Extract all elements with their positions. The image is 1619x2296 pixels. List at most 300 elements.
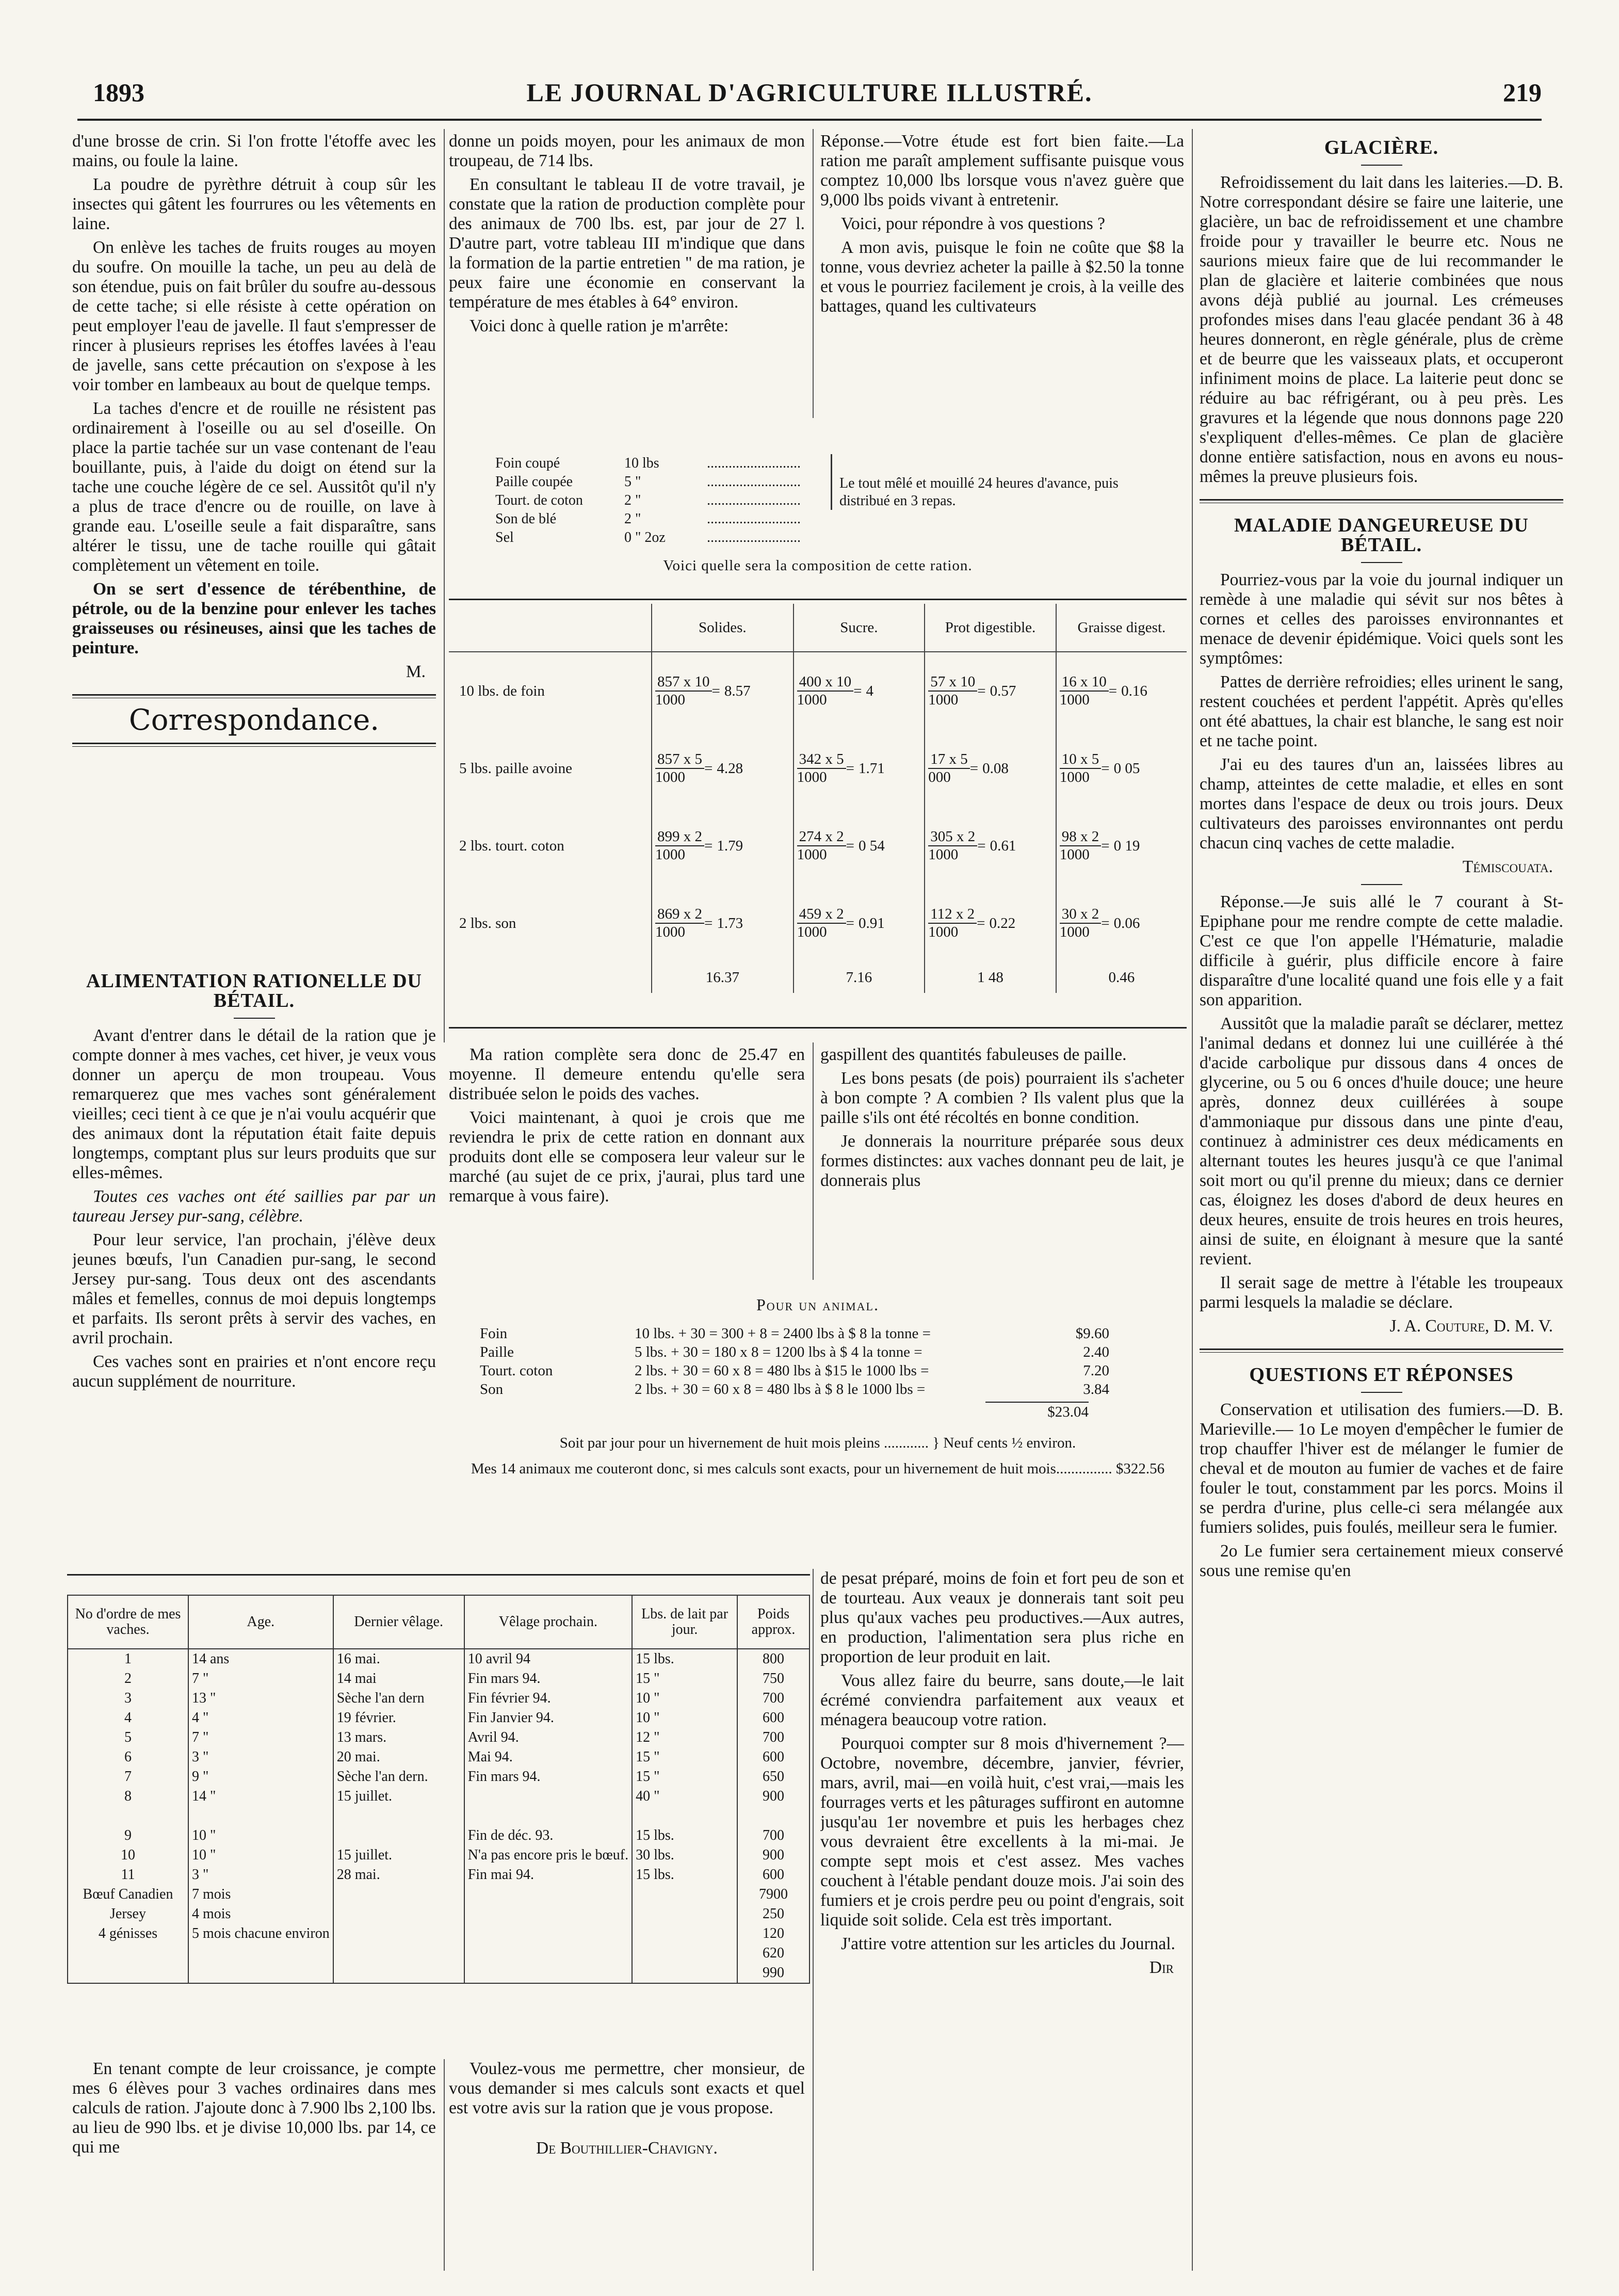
fraction-cell: $\frac{342 x 5}{1000}$ = 1.71 (794, 730, 925, 807)
table-header: Poids approx. (737, 1595, 810, 1649)
table-header: Lbs. de lait par jour. (632, 1595, 737, 1649)
table-cell: 750 (737, 1669, 810, 1689)
column-3-bottom (820, 1569, 1184, 2276)
table-cell: 600 (737, 1747, 810, 1767)
paragraph: Il serait sage de mettre à l'étable les troupeaux parmi lesquels la maladie se déclare. (1200, 1273, 1563, 1312)
leader-dots: .......................... (707, 529, 801, 545)
cost-value: $9.60 (1075, 1325, 1109, 1342)
feed-qty: 5 " (624, 474, 641, 490)
column-2-middle (449, 1045, 805, 1282)
table-header: Solides. (652, 604, 794, 652)
table-cell: 28 mai. (333, 1865, 464, 1885)
table-row (68, 1924, 810, 1944)
table-cell: Mai 94. (464, 1747, 632, 1767)
table-cell: 4 génisses (68, 1924, 188, 1944)
column-rule (813, 129, 814, 418)
table-row (68, 1885, 810, 1904)
numerator: 342 x 5 (797, 751, 846, 769)
row-label: 2 lbs. son (459, 914, 516, 932)
table-cell: Fin mars 94. (464, 1767, 632, 1787)
paragraph: Ma ration complète sera donc de 25.47 en moyenne. Il demeure entendu qu'elle sera distribuée selon le poids des vaches. (449, 1045, 805, 1103)
table-header: No d'ordre de mes vaches. (68, 1595, 188, 1649)
table-cell: 700 (737, 1728, 810, 1747)
table-cell: 10 " (188, 1845, 333, 1865)
numerator: 305 x 2 (928, 828, 977, 846)
table-cell: 5 (68, 1728, 188, 1747)
fraction-result: 0 05 (1113, 760, 1140, 777)
section-divider (1200, 499, 1563, 503)
table-cell: 15 " (632, 1767, 737, 1787)
feed-row (495, 528, 1166, 547)
cost-row (449, 1343, 1187, 1361)
numerator: 112 x 2 (928, 906, 977, 924)
denominator: 000 (928, 769, 951, 785)
denominator: 1000 (1059, 692, 1090, 708)
table-cell: 16 mai. (333, 1649, 464, 1669)
cost-item: Son (480, 1381, 504, 1398)
numerator: 57 x 10 (928, 673, 977, 692)
table-cell: Jersey (68, 1904, 188, 1924)
table-row (68, 1806, 810, 1826)
denominator: 1000 (928, 846, 959, 863)
table-header: Prot digestible. (925, 604, 1056, 652)
table-cell (464, 1963, 632, 1983)
signature: J. A. Couture, D. M. V. (1389, 1316, 1553, 1336)
table-cell: 14 ans (188, 1649, 333, 1669)
table-header: Dernier vêlage. (333, 1595, 464, 1649)
table-cell: 4 mois (188, 1904, 333, 1924)
table-cell: 15 lbs. (632, 1865, 737, 1885)
feed-qty: 2 " (624, 511, 641, 527)
header-title: LE JOURNAL D'AGRICULTURE ILLUSTRÉ. (526, 78, 1093, 107)
paragraph: La taches d'encre et de rouille ne résistent pas ordinairement à l'oseille ou au sel d'oseille. On place la partie tachée sur un vase contenant de l'eau bouillante, puis, à l'aide du doigt on étend sur la tache une couche légère de ce sel. Aussitôt qu'il n'y a plus de trace d'encre ou de rouille, on lave à grande eau. L'oseille seule a fait disparaître, sans altérer le tissu, une de tache rouille qui gâtait complètement un vêtement en toile. (72, 399, 436, 575)
table-cell (188, 1806, 333, 1826)
column-1-article (72, 965, 436, 1564)
paragraph: de pesat préparé, moins de foin et fort peu de son et de tourteau. Aux veaux je donnerais tant soit peu plus qu'aux vaches peu productives.—Aux autres, en production, l'alimentation sera plus riche en proportion de leur produit en lait. (820, 1569, 1184, 1666)
feed-name: Sel (495, 529, 514, 545)
table-cell: 10 " (632, 1708, 737, 1728)
short-rule (1361, 884, 1402, 885)
table-cell: 15 lbs. (632, 1649, 737, 1669)
denominator: 1000 (1059, 924, 1090, 940)
table-cell: 900 (737, 1787, 810, 1806)
animal-cost-box (449, 1295, 1187, 1478)
table-cell: 600 (737, 1708, 810, 1728)
feed-name: Foin coupé (495, 455, 560, 471)
total-cell: 7.16 (794, 962, 925, 993)
fraction-result: 1.71 (858, 760, 885, 777)
table-row (68, 1865, 810, 1885)
fraction-result: 0.06 (1113, 914, 1140, 932)
table-cell (632, 1806, 737, 1826)
table-row (68, 1963, 810, 1983)
feed-qty: 2 " (624, 492, 641, 508)
column-rule (444, 129, 445, 1042)
paragraph: J'ai eu des taures d'un an, laissées libres au champ, atteintes de cette maladie, et elles en sont mortes dans l'espace de deux ou trois jours. Deux cultivateurs des paroisses environnantes ont perdu chacun cinq vaches de cette maladie. (1200, 755, 1563, 853)
table-cell (632, 1963, 737, 1983)
table-cell: Fin février 94. (464, 1689, 632, 1708)
table-rule (449, 1027, 1187, 1029)
fraction-result: 0.22 (989, 914, 1016, 932)
paragraph: En tenant compte de leur croissance, je compte mes 6 élèves pour 3 vaches ordinaires dans mes calculs de ration. J'ajoute donc à 7.900 lbs 2,100 lbs. au lieu de 990 lbs. et je divise 10,000 lbs. par 14, ce qui me (72, 2059, 436, 2157)
column-1-bottom (72, 2059, 436, 2271)
cost-note: Soit par jour pour un hivernement de huit mois pleins ............ } Neuf cents ½ environ. (559, 1435, 1076, 1451)
paragraph: Avant d'entrer dans le détail de la ration que je compte donner à mes vaches, cet hiver, je veux vous donner un aperçu de mon troupeau. Vous remarquerez que mes vaches sont généralement vieilles; ceci tient à ce que je n'ai voulu acquérir que des animaux dont la réputation était faite depuis longtemps, comptant plus sur leurs produits que sur elles-mêmes. (72, 1026, 436, 1182)
table-cell (333, 1963, 464, 1983)
paragraph: Vous allez faire du beurre, sans doute,—le lait écrémé conviendra parfaitement aux veaux et ménagera beaucoup votre ration. (820, 1671, 1184, 1729)
paragraph: Réponse.—Votre étude est fort bien faite.—La ration me paraît amplement suffisante puisque vous comptez 10,000 lbs lorsque vous n'avez guère que 9,000 lbs poids vivant à entretenir. (820, 132, 1184, 210)
paragraph: Conservation et utilisation des fumiers.—D. B. Marieville.— 1o Le moyen d'empêcher le fumier de trop chauffer l'hiver est de mélanger le fumier de cheval et de mouton au fumier de vaches et de faire fouler le tout, constamment par les porcs. Moins il se perdra d'urine, plus celle-ci sera mélangée aux fumiers solides, puis foulés, meilleur sera le fumier. (1200, 1400, 1563, 1537)
table-cell: 15 lbs. (632, 1826, 737, 1845)
signature: Dir (1149, 1958, 1174, 1977)
table-cell: 11 (68, 1865, 188, 1885)
fraction-result: 0.57 (990, 682, 1016, 699)
signature: De Bouthillier-Chavigny. (536, 2139, 718, 2158)
column-2-top (449, 132, 805, 421)
leader-dots: .......................... (707, 474, 801, 490)
table-cell: 8 (68, 1787, 188, 1806)
table-cell: 120 (737, 1924, 810, 1944)
paragraph: Voulez-vous me permettre, cher monsieur, de vous demander si mes calculs sont exacts et quel est votre avis sur la ration que je vous propose. (449, 2059, 805, 2117)
paragraph: Aussitôt que la maladie paraît se déclarer, mettez l'animal dedans et donnez lui une cuillérée à thé d'acide carbolique pur dissous dans 4 onces de glycerine, ou 5 ou 6 onces d'huile douce; une heure après, donnez deux cuillérées à soupe d'ammoniaque pur dissous dans une pinte d'eau, continuez à administrer ces deux médicaments en alternant toutes les heures jusqu'à ce que l'animal soit mort ou qu'il prenne du mieux; dans ce dernier cas, éloignez les doses d'abord de deux heures en deux heures, ensuite de trois heures en trois heures, ainsi de suite, en éloignant à mesure que la santé revient. (1200, 1014, 1563, 1269)
paragraph: Toutes ces vaches ont été saillies par par un taureau Jersey pur-sang, célèbre. (72, 1187, 436, 1226)
table-cell: Fin Janvier 94. (464, 1708, 632, 1728)
table-row (68, 1826, 810, 1845)
table-cell: 30 lbs. (632, 1845, 737, 1865)
table-cell: 1 (68, 1649, 188, 1669)
numerator: 30 x 2 (1060, 906, 1102, 924)
short-rule (234, 1018, 275, 1019)
table-cell: 13 " (188, 1689, 333, 1708)
paragraph: donne un poids moyen, pour les animaux de mon troupeau, de 714 lbs. (449, 132, 805, 170)
table-cell: 7 (68, 1767, 188, 1787)
signature: M. (406, 662, 426, 681)
fraction-result: 0.16 (1121, 682, 1147, 699)
table-cell: 4 " (188, 1708, 333, 1728)
fraction-cell: $\frac{17 x 5}{000}$ = 0.08 (925, 730, 1056, 807)
table-cell: 7 " (188, 1728, 333, 1747)
header-rule (77, 119, 1542, 121)
paragraph: J'attire votre attention sur les articles du Journal. (841, 1934, 1175, 1953)
table-cell (188, 1963, 333, 1983)
paragraph: Ces vaches sont en prairies et n'ont encore reçu aucun supplément de nourriture. (72, 1352, 436, 1391)
column-2-bottom (449, 2059, 805, 2271)
numerator: 98 x 2 (1060, 828, 1102, 846)
denominator: 1000 (797, 924, 827, 940)
leader-dots: .......................... (707, 455, 801, 471)
table-cell (632, 1885, 737, 1904)
paragraph: Voici donc à quelle ration je m'arrête: (469, 316, 729, 335)
row-label: 2 lbs. tourt. coton (459, 837, 564, 854)
fraction-result: 8.57 (724, 682, 751, 699)
fraction-cell: $\frac{98 x 2}{1000}$ = 0 19 (1056, 807, 1187, 885)
denominator: 1000 (655, 846, 685, 863)
table-header: Age. (188, 1595, 333, 1649)
column-1-top (72, 132, 436, 864)
section-title: GLACIÈRE. (1324, 137, 1439, 158)
table-cell (632, 1904, 737, 1924)
header-page-number: 219 (1503, 78, 1542, 107)
table-row (68, 1669, 810, 1689)
composition-totals-row (449, 962, 1187, 993)
table-header: Graisse digest. (1056, 604, 1187, 652)
table-header (449, 604, 652, 652)
table-cell (68, 1944, 188, 1963)
denominator: 1000 (655, 924, 685, 940)
table-cell (333, 1944, 464, 1963)
fraction-result: 0 19 (1113, 837, 1140, 854)
numerator: 899 x 2 (655, 828, 704, 846)
table-header-row (68, 1595, 810, 1649)
composition-row (449, 807, 1187, 885)
denominator: 1000 (928, 692, 959, 708)
section-title: Correspondance. (128, 703, 380, 737)
numerator: 459 x 2 (797, 906, 846, 924)
row-label: 10 lbs. de foin (459, 682, 545, 699)
table-cell: 600 (737, 1865, 810, 1885)
cost-calc: 2 lbs. + 30 = 60 x 8 = 480 lbs à $15 le 1000 lbs = (635, 1362, 929, 1379)
column-3-middle (820, 1045, 1184, 1282)
table-cell: 3 " (188, 1865, 333, 1885)
section-divider (72, 743, 436, 747)
table-cell: 650 (737, 1767, 810, 1787)
table-cell: 10 avril 94 (464, 1649, 632, 1669)
paragraph: Pourriez-vous par la voie du journal indiquer un remède à une maladie qui sévit sur nos bêtes à cornes et celles des paroisses environnantes et menace de devenir épidémique. Voici quels sont les symptômes: (1200, 570, 1563, 668)
table-cell: 7900 (737, 1885, 810, 1904)
feed-row (495, 510, 1166, 528)
table-cell: Bœuf Canadien (68, 1885, 188, 1904)
cost-calc: 2 lbs. + 30 = 60 x 8 = 480 lbs à $ 8 le 1000 lbs = (635, 1381, 926, 1398)
fraction-result: 4 (866, 682, 873, 699)
numerator: 16 x 10 (1060, 673, 1109, 692)
table-cell: Avril 94. (464, 1728, 632, 1747)
table-cell: 14 " (188, 1787, 333, 1806)
paragraph: En consultant le tableau II de votre travail, je constate que la ration de production complète pour des animaux de 700 lbs. est, par jour de 27 l. D'autre part, votre tableau III m'indique que dans la formation de la partie entretien " de ma ration, je peux faire une économie en conservant la température de mes étables à 64° environ. (449, 175, 805, 312)
table-cell: 800 (737, 1649, 810, 1669)
paragraph: d'une brosse de crin. Si l'on frotte l'étoffe avec les mains, ou foule la laine. (72, 132, 436, 170)
fraction-cell: $\frac{400 x 10}{1000}$ = 4 (794, 652, 925, 730)
table-row (68, 1767, 810, 1787)
table-cell: 10 " (632, 1689, 737, 1708)
table-header: Sucre. (794, 604, 925, 652)
table-cell: 5 mois chacune environ (188, 1924, 333, 1944)
herd-table (67, 1595, 810, 1984)
section-title: QUESTIONS ET RÉPONSES (1249, 1364, 1514, 1386)
table-row (68, 1845, 810, 1865)
paragraph: Voici maintenant, à quoi je crois que me reviendra le prix de cette ration en donnant aux produits dont elle se composera leur valeur sur le marché (au sujet de ce prix, j'aurai, plus tard une remarque à vous faire). (449, 1108, 805, 1206)
paragraph: Réponse.—Je suis allé le 7 courant à St-Epiphane pour me rendre compte de cette maladie. C'est ce que l'on appelle l'Hématurie, maladie difficile à guérir, plus difficile encore à faire disparaître d'une localité quand une fois elle y a fait son apparition. (1200, 892, 1563, 1009)
composition-row (449, 885, 1187, 962)
column-rule (444, 2059, 445, 2271)
table-cell: 7 " (188, 1669, 333, 1689)
denominator: 1000 (1059, 846, 1090, 863)
table-cell: 700 (737, 1689, 810, 1708)
table-header: Vêlage prochain. (464, 1595, 632, 1649)
fraction-result: 0 54 (858, 837, 885, 854)
ration-caption: Voici quelle sera la composition de cette ration. (663, 557, 973, 574)
numerator: 17 x 5 (928, 751, 970, 769)
cost-row (449, 1361, 1187, 1380)
table-rule (67, 1574, 810, 1576)
fraction-cell: $\frac{305 x 2}{1000}$ = 0.61 (925, 807, 1056, 885)
column-rule (813, 1042, 814, 1280)
composition-row (449, 652, 1187, 730)
fraction-result: 4.28 (717, 760, 743, 777)
feed-name: Son de blé (495, 511, 557, 527)
table-cell (464, 1944, 632, 1963)
table-cell: 250 (737, 1904, 810, 1924)
paragraph: 2o Le fumier sera certainement mieux conservé sous une remise qu'en (1200, 1542, 1563, 1580)
column-3-top (820, 132, 1184, 421)
feed-qty: 10 lbs (624, 455, 659, 471)
table-cell (464, 1787, 632, 1806)
animal-cost-title: Pour un animal. (756, 1295, 879, 1314)
cost-row (449, 1380, 1187, 1399)
table-cell (68, 1806, 188, 1826)
denominator: 1000 (655, 692, 685, 708)
table-cell (632, 1924, 737, 1944)
paragraph: A mon avis, puisque le foin ne coûte que $8 la tonne, vous devriez acheter la paille à $2.50 la tonne et vous le pourriez facilement je crois, à la veille des battages, quand les cultivateurs (820, 238, 1184, 316)
cost-total: $23.04 (985, 1402, 1089, 1421)
denominator: 1000 (797, 769, 827, 785)
table-cell: 4 (68, 1708, 188, 1728)
table-cell: 15 juillet. (333, 1787, 464, 1806)
denominator: 1000 (797, 692, 827, 708)
fraction-cell: $\frac{869 x 2}{1000}$ = 1.73 (652, 885, 794, 962)
cost-note: Mes 14 animaux me couteront donc, si mes calculs sont exacts, pour un hivernement de huit mois............... $322.56 (471, 1460, 1165, 1477)
paragraph: La poudre de pyrèthre détruit à coup sûr les insectes qui gâtent les fourrures ou les vêtements en laine. (72, 175, 436, 233)
column-rule (813, 1569, 814, 2271)
cost-calc: 10 lbs. + 30 = 300 + 8 = 2400 lbs à $ 8 la tonne = (635, 1325, 931, 1342)
table-cell: 15 juillet. (333, 1845, 464, 1865)
paragraph: Pour leur service, l'an prochain, j'élève deux jeunes bœufs, l'un Canadien pur-sang, le second Jersey pur-sang. Tous deux ont des ascendants mâles et femelles, connus de moi depuis longtemps et parfaits. Ils seront prêts à servir des vaches, en avril prochain. (72, 1230, 436, 1347)
table-row (68, 1787, 810, 1806)
paragraph: On se sert d'essence de térébenthine, de pétrole, ou de la benzine pour enlever les taches graisseuses ou résineuses, ainsi que les taches de peinture. (72, 580, 436, 657)
paragraph: Je donnerais la nourriture préparée sous deux formes distinctes: aux vaches donnant peu de lait, je donnerais plus (820, 1132, 1184, 1190)
fraction-result: 0.91 (858, 914, 885, 932)
total-cell: 1 48 (925, 962, 1056, 993)
feed-qty: 0 " 2oz (624, 529, 666, 545)
fraction-result: 1.79 (717, 837, 743, 854)
denominator: 1000 (1059, 769, 1090, 785)
table-cell: 7 mois (188, 1885, 333, 1904)
article-title: ALIMENTATION RATIONELLE DU BÉTAIL. (86, 970, 422, 1011)
table-row (68, 1944, 810, 1963)
table-cell (737, 1806, 810, 1826)
table-cell: 3 " (188, 1747, 333, 1767)
row-label: 5 lbs. paille avoine (459, 760, 573, 777)
paragraph: Refroidissement du lait dans les laiteries.—D. B. Notre correspondant désire se faire une laiterie, une glacière, un bac de refroidissement et une chambre froide pour y travailler le beurre etc. Nous ne saurions mieux faire que de lui recommander le plan de glacière et laiterie combinées que nous avons déjà publié au journal. Les crémeuses profondes mises dans l'eau glacée pendant 36 à 48 heures donneront, en règle générale, plus de crème et de beurre que les vaisseaux plats, et occuperont infiniment moins de place. La laiterie peut donc se réduire au bac réfrigérant, ou à peu près. Les gravures et la légende que nous donnons page 220 s'expliquent d'elles-mêmes. Ce plan de glacière donne entière satisfaction, nous en avons eu nous-mêmes la preuve plusieurs fois. (1200, 173, 1563, 486)
table-cell: 12 " (632, 1728, 737, 1747)
leader-dots: .......................... (707, 511, 801, 527)
fraction-cell: $\frac{459 x 2}{1000}$ = 0.91 (794, 885, 925, 962)
paragraph: Les bons pesats (de pois) pourraient ils s'acheter à bon compte ? A combien ? Ils valent plus que la paille s'ils ont été récoltés en bonne condition. (820, 1069, 1184, 1127)
table-cell: 10 (68, 1845, 188, 1865)
table-cell (632, 1944, 737, 1963)
table-cell (333, 1904, 464, 1924)
table-cell: 14 mai (333, 1669, 464, 1689)
section-divider (1200, 1348, 1563, 1353)
denominator: 1000 (797, 846, 827, 863)
cost-calc: 5 lbs. + 30 = 180 x 8 = 1200 lbs à $ 4 la tonne = (635, 1344, 922, 1360)
cost-value: 7.20 (1083, 1362, 1109, 1379)
table-cell: 40 " (632, 1787, 737, 1806)
total-cell: 16.37 (652, 962, 794, 993)
cost-row (449, 1324, 1187, 1343)
paragraph: Pourquoi compter sur 8 mois d'hivernement ?—Octobre, novembre, décembre, janvier, février, mars, avril, mai—en voilà huit, c'est vrai,—mais les fourrages verts et les pâturages suffiront en automne jusqu'au 1er novembre et puis les herbages chez vous devraient être excellents à la mi-mai. Je compte sept mois et c'est assez. Mes vaches couchent à l'étable pendant douze mois. J'ai soin des fumiers et je crois perdre peu ou point d'engrais, soit liquide soit solide. Cela est très important. (820, 1734, 1184, 1930)
numerator: 857 x 5 (655, 751, 704, 769)
table-cell: Fin mars 94. (464, 1669, 632, 1689)
row-label (449, 962, 652, 993)
feed-name: Tourt. de coton (495, 492, 583, 508)
fraction-result: 0.08 (982, 760, 1009, 777)
table-row (68, 1747, 810, 1767)
table-rule (449, 599, 1187, 600)
paragraph: Voici, pour répondre à vos questions ? (841, 214, 1106, 233)
fraction-cell: $\frac{274 x 2}{1000}$ = 0 54 (794, 807, 925, 885)
table-cell: 9 " (188, 1767, 333, 1787)
table-cell (333, 1826, 464, 1845)
table-cell (333, 1885, 464, 1904)
short-rule (1361, 165, 1402, 166)
table-row (68, 1728, 810, 1747)
fraction-cell: $\frac{112 x 2}{1000}$ = 0.22 (925, 885, 1056, 962)
table-row (68, 1904, 810, 1924)
numerator: 869 x 2 (655, 906, 704, 924)
table-cell: 620 (737, 1944, 810, 1963)
table-cell (464, 1885, 632, 1904)
table-cell (464, 1924, 632, 1944)
fraction-cell: $\frac{30 x 2}{1000}$ = 0.06 (1056, 885, 1187, 962)
numerator: 400 x 10 (797, 673, 854, 692)
paragraph: Pattes de derrière refroidies; elles urinent le sang, restent couchées et perdent l'appétit. Après qu'elles ont été abattues, la chair est blanche, le sang est noir et ne tache point. (1200, 672, 1563, 750)
table-cell: 10 " (188, 1826, 333, 1845)
column-rule (1192, 129, 1193, 2271)
table-row (68, 1708, 810, 1728)
paragraph: gaspillent des quantités fabuleuses de paille. (820, 1045, 1127, 1064)
table-cell: 2 (68, 1669, 188, 1689)
ration-brace-note: Le tout mêlé et mouillé 24 heures d'avance, puis distribué en 3 repas. (831, 454, 1149, 510)
table-cell: 9 (68, 1826, 188, 1845)
feed-name: Paille coupée (495, 474, 573, 490)
table-cell (464, 1904, 632, 1924)
composition-row (449, 730, 1187, 807)
fraction-cell: $\frac{16 x 10}{1000}$ = 0.16 (1056, 652, 1187, 730)
table-cell: 15 " (632, 1747, 737, 1767)
numerator: 274 x 2 (797, 828, 846, 846)
fraction-cell: $\frac{57 x 10}{1000}$ = 0.57 (925, 652, 1056, 730)
section-divider (72, 694, 436, 698)
table-cell (68, 1963, 188, 1983)
fraction-cell: $\frac{10 x 5}{1000}$ = 0 05 (1056, 730, 1187, 807)
table-cell: 700 (737, 1826, 810, 1845)
table-cell: N'a pas encore pris le bœuf. (464, 1845, 632, 1865)
table-cell: 15 " (632, 1669, 737, 1689)
denominator: 1000 (928, 924, 959, 940)
cost-item: Paille (480, 1344, 514, 1360)
table-row (68, 1689, 810, 1708)
table-cell (188, 1944, 333, 1963)
cost-value: 3.84 (1083, 1381, 1109, 1398)
table-header-row (449, 604, 1187, 652)
composition-table (449, 604, 1187, 993)
cost-item: Tourt. coton (480, 1362, 553, 1379)
table-cell (464, 1806, 632, 1826)
total-cell: 0.46 (1056, 962, 1187, 993)
table-cell: Fin de déc. 93. (464, 1826, 632, 1845)
numerator: 10 x 5 (1060, 751, 1102, 769)
denominator: 1000 (655, 769, 685, 785)
